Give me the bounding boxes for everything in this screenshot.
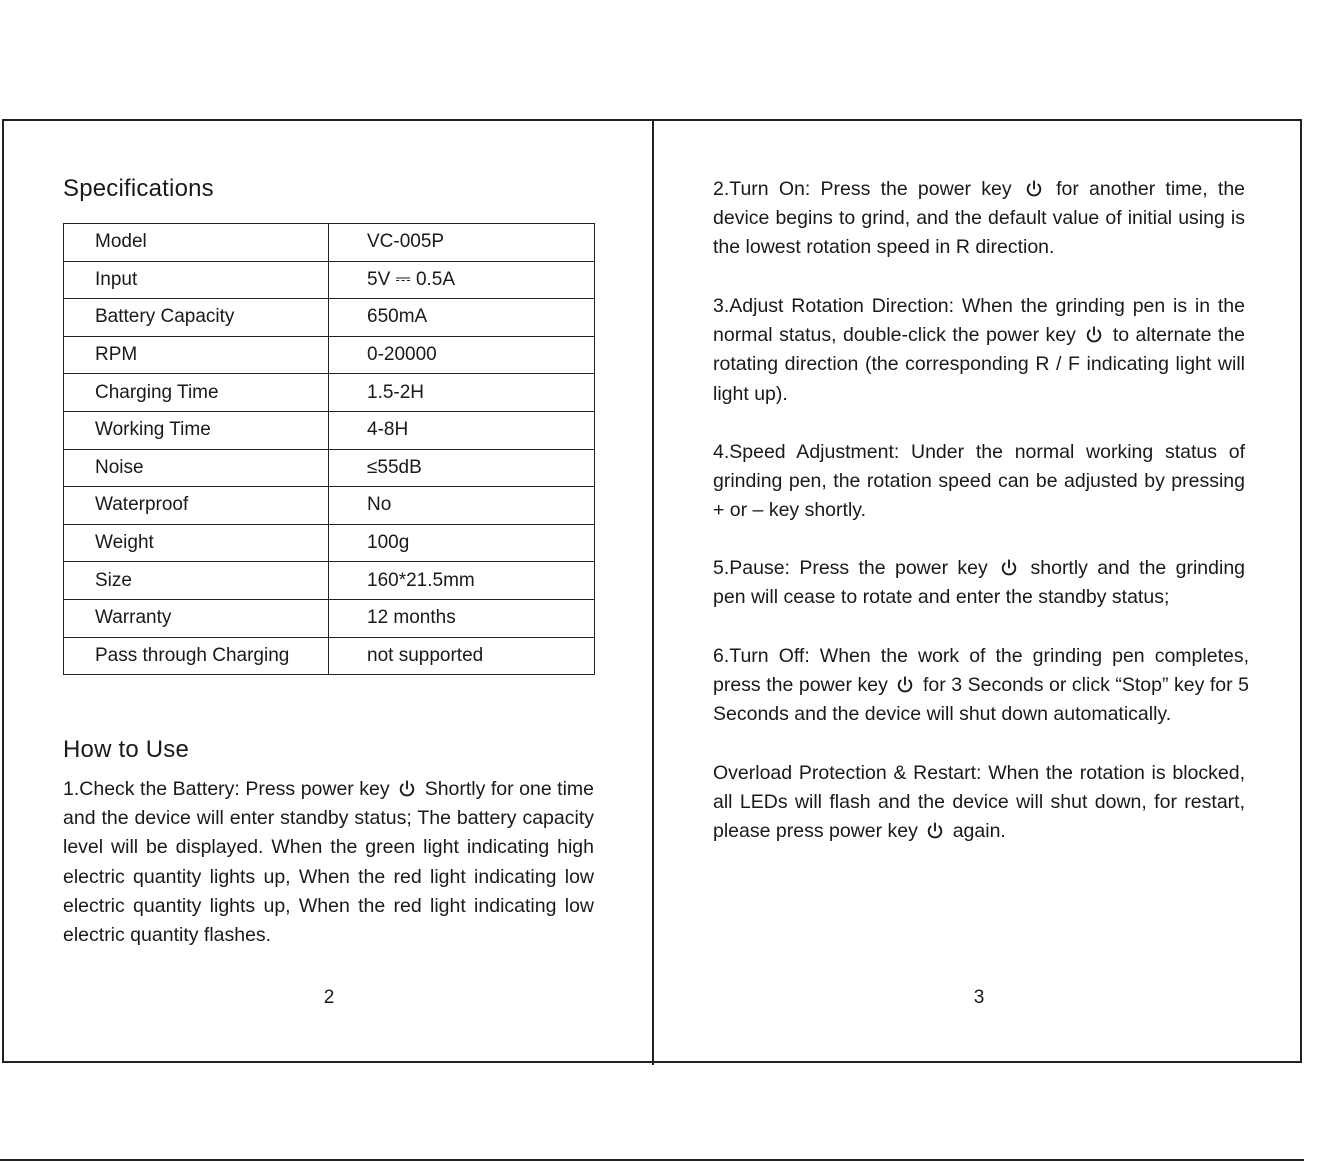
page-number-right: 3 — [973, 987, 985, 1008]
spec-value: VC-005P — [329, 224, 595, 262]
step-1-paragraph — [63, 775, 594, 950]
step-1-text-b: Shortly for one time and the device will enter standby status; The battery capacity level will be displayed. When the green light indicating high electric quantity lights up, When the red light indicating low electric quantity lights up, When the red light indicating low electric quantity flashes. — [63, 778, 595, 947]
power-icon — [926, 821, 944, 840]
step-6-paragraph — [713, 642, 1249, 730]
spec-value: 0-20000 — [329, 336, 595, 374]
spec-label: Waterproof — [64, 487, 329, 525]
spec-row — [64, 374, 595, 412]
spec-label: Charging Time — [64, 374, 329, 412]
bottom-rule — [0, 1159, 1304, 1161]
spec-label: Size — [64, 562, 329, 600]
spec-row — [64, 299, 595, 337]
spec-value: 650mA — [329, 299, 595, 337]
spec-row — [64, 487, 595, 525]
spec-label: Noise — [64, 449, 329, 487]
spec-row — [64, 449, 595, 487]
step-1-text-a: 1.Check the Battery: Press power key — [63, 778, 390, 800]
spec-row — [64, 599, 595, 637]
step-2-text-a: 2.Turn On: Press the power key — [713, 178, 1012, 200]
how-to-use-title: How to Use — [63, 736, 190, 763]
step-6-text-b: for 3 Seconds or click “Stop” key for 5 Seconds and the device will shut down automatically. — [713, 674, 1250, 726]
step-4-paragraph: 4.Speed Adjustment: Under the normal working status of grinding pen, the rotation speed can be adjusted by pressing + or – key shortly. — [713, 441, 1245, 522]
spec-row — [64, 336, 595, 374]
page-number-left: 2 — [323, 987, 335, 1008]
spec-value: 160*21.5mm — [329, 562, 595, 600]
spec-row — [64, 562, 595, 600]
step-5-paragraph — [713, 554, 1245, 612]
power-icon — [1085, 325, 1103, 344]
overload-paragraph — [713, 759, 1245, 847]
step-2-text-b: for another time, the device begins to grind, and the default value of initial using is the lowest rotation speed in R direction. — [713, 178, 1246, 259]
spec-label: Working Time — [64, 411, 329, 449]
spec-value: not supported — [329, 637, 595, 675]
spec-row — [64, 524, 595, 562]
power-icon — [1025, 179, 1043, 198]
step-6-text-a: 6.Turn Off: When the work of the grinding pen completes, press the power key — [713, 645, 1249, 697]
spec-row — [64, 411, 595, 449]
specifications-title: Specifications — [63, 175, 214, 202]
step-3-text-a: 3.Adjust Rotation Direction: When the grinding pen is in the normal status, double-click the power key — [713, 295, 1245, 347]
page-divider — [652, 119, 654, 1065]
spec-label: Model — [64, 224, 329, 262]
power-icon — [1000, 558, 1018, 577]
spec-value: No — [329, 487, 595, 525]
spec-label: Input — [64, 261, 329, 299]
spec-label: RPM — [64, 336, 329, 374]
specifications-table — [63, 223, 595, 675]
spec-row — [64, 261, 595, 299]
spec-label: Weight — [64, 524, 329, 562]
spec-value: ≤55dB — [329, 449, 595, 487]
spec-label: Pass through Charging — [64, 637, 329, 675]
spec-value: 4-8H — [329, 411, 595, 449]
spec-value: 100g — [329, 524, 595, 562]
spec-label: Battery Capacity — [64, 299, 329, 337]
step-3-text-b: to alternate the rotating direction (the corresponding R / F indicating light will light up). — [713, 324, 1246, 405]
step-5-text-b: shortly and the grinding pen will cease to rotate and enter the standby status; — [713, 557, 1246, 609]
spec-row — [64, 224, 595, 262]
spec-value: 5V ⎓ 0.5A — [329, 261, 595, 299]
power-icon — [398, 779, 416, 798]
overload-text-b: again. — [952, 820, 1006, 843]
spec-row — [64, 637, 595, 675]
spec-value: 12 months — [329, 599, 595, 637]
step-5-text-a: 5.Pause: Press the power key — [713, 557, 988, 579]
step-2-paragraph — [713, 175, 1245, 263]
spec-label: Warranty — [64, 599, 329, 637]
overload-text-a: Overload Protection & Restart: When the rotation is blocked, all LEDs will flash and the device will shut down, for restart, please press power key — [713, 762, 1245, 843]
step-3-paragraph — [713, 292, 1245, 409]
power-icon — [896, 675, 914, 694]
spec-value: 1.5-2H — [329, 374, 595, 412]
